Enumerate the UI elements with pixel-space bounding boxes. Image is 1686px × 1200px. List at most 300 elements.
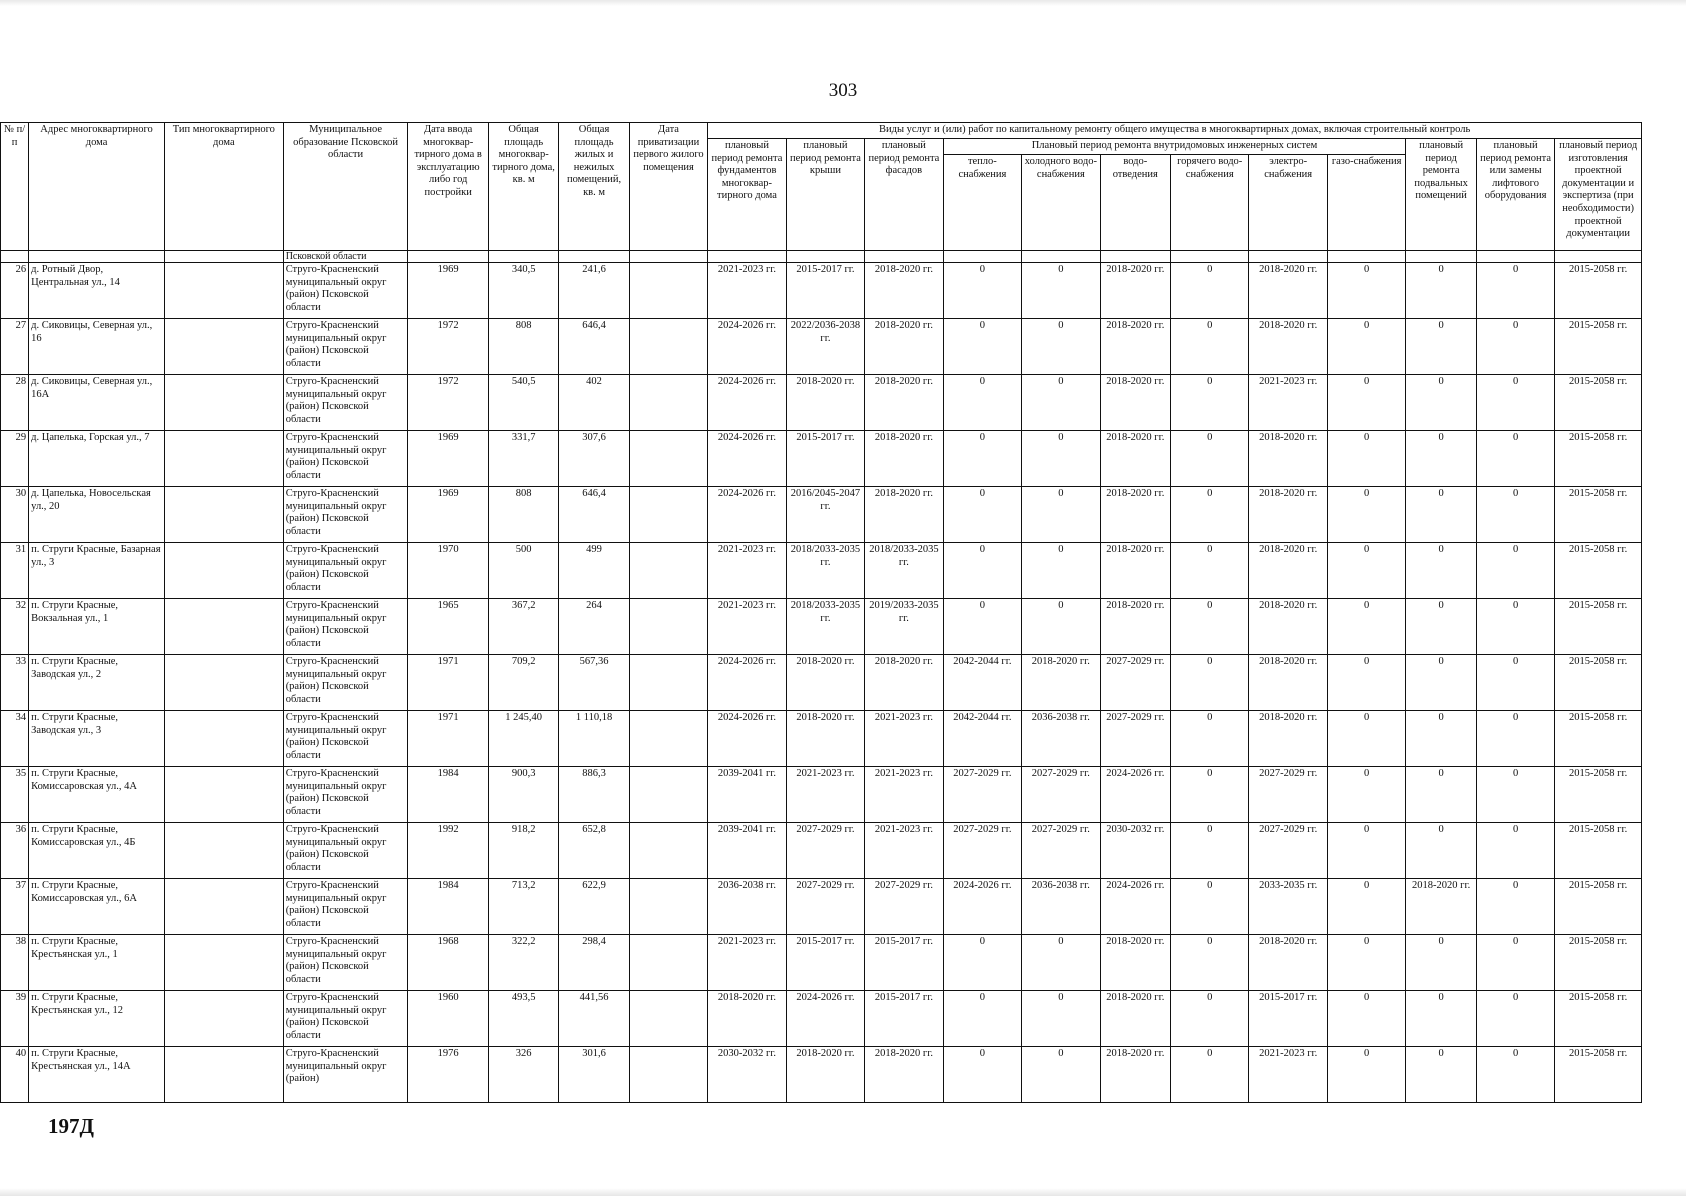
cell-gas: 0	[1327, 319, 1405, 375]
cell-design-docs: 2015-2058 гг.	[1555, 487, 1642, 543]
cell-basement: 0	[1406, 935, 1476, 991]
cell-heating: 0	[943, 599, 1021, 655]
cell-cold-water: 2018-2020 гг.	[1022, 655, 1100, 711]
cell-total-area: 340,5	[488, 263, 558, 319]
cell-type	[164, 655, 283, 711]
table-row	[1, 487, 1642, 543]
table-row	[1, 767, 1642, 823]
header-electricity: электро-снабжения	[1249, 155, 1327, 251]
cell-facade: 2021-2023 гг.	[865, 823, 943, 879]
cell-year: 1984	[408, 767, 488, 823]
table-row	[1, 375, 1642, 431]
cell-roof: 2018-2020 гг.	[786, 375, 864, 431]
cell-municipality: Струго-Красненский муниципальный округ (район) Псковской области	[283, 263, 408, 319]
page-number: 303	[828, 80, 858, 101]
cell-type	[164, 767, 283, 823]
cell-facade: 2018-2020 гг.	[865, 375, 943, 431]
cell-address: д. Цапелька, Новосельская ул., 20	[29, 487, 165, 543]
cell-design-docs: 2015-2058 гг.	[1555, 879, 1642, 935]
cell-privatization	[629, 375, 707, 431]
cell-design-docs: 2015-2058 гг.	[1555, 711, 1642, 767]
cell-total-area: 808	[488, 487, 558, 543]
cell-hot-water: 0	[1171, 431, 1249, 487]
cell-basement: 0	[1406, 1047, 1476, 1103]
cell-address: п. Струги Красные, Крестьянская ул., 14А	[29, 1047, 165, 1103]
cell-foundation: 2021-2023 гг.	[708, 263, 786, 319]
cell-municipality: Струго-Красненский муниципальный округ (район) Псковской области	[283, 767, 408, 823]
cell-basement: 0	[1406, 767, 1476, 823]
cell-foundation: 2030-2032 гг.	[708, 1047, 786, 1103]
cell-total-area: 367,2	[488, 599, 558, 655]
cell-address: п. Струги Красные, Комиссаровская ул., 6А	[29, 879, 165, 935]
cell-living-area: 1 110,18	[559, 711, 629, 767]
header-municipality: Муниципальное образование Псковской области	[283, 123, 408, 251]
cell-roof: 2027-2029 гг.	[786, 823, 864, 879]
capital-repair-table	[0, 122, 1642, 1103]
cell-hot-water: 0	[1171, 823, 1249, 879]
cell-privatization	[629, 711, 707, 767]
header-privatization-date: Дата приватизации первого жилого помещения	[629, 123, 707, 251]
cell-roof: 2018/2033-2035 гг.	[786, 599, 864, 655]
cell-cold-water: 0	[1022, 375, 1100, 431]
cell-elevator: 0	[1476, 655, 1554, 711]
cell-cold-water: 0	[1022, 935, 1100, 991]
table-header	[1, 123, 1642, 251]
cell-address: п. Струги Красные, Заводская ул., 2	[29, 655, 165, 711]
cell-facade: 2018-2020 гг.	[865, 1047, 943, 1103]
cell-living-area: 264	[559, 599, 629, 655]
cell-gas: 0	[1327, 431, 1405, 487]
cell-basement: 0	[1406, 431, 1476, 487]
cell-sewerage: 2024-2026 гг.	[1100, 767, 1170, 823]
cell-num: 31	[1, 543, 29, 599]
cell-year: 1976	[408, 1047, 488, 1103]
cell-living-area: 301,6	[559, 1047, 629, 1103]
table-row	[1, 711, 1642, 767]
cell-basement: 0	[1406, 487, 1476, 543]
cell-type	[164, 375, 283, 431]
cell-type	[164, 1047, 283, 1103]
scan-edge-bottom	[0, 1188, 1686, 1196]
cell-foundation: 2039-2041 гг.	[708, 823, 786, 879]
carryover-row	[1, 251, 1642, 263]
scan-edge-top	[0, 0, 1686, 6]
cell-basement: 0	[1406, 599, 1476, 655]
cell-facade: 2027-2029 гг.	[865, 879, 943, 935]
header-type: Тип многоквартирного дома	[164, 123, 283, 251]
header-design-docs: плановый период изготовления проектной документации и экспертиза (при необходимости) проектной документации	[1555, 139, 1642, 251]
cell-hot-water: 0	[1171, 599, 1249, 655]
cell-roof: 2024-2026 гг.	[786, 991, 864, 1047]
cell-hot-water: 0	[1171, 767, 1249, 823]
cell-sewerage: 2030-2032 гг.	[1100, 823, 1170, 879]
cell-elevator: 0	[1476, 935, 1554, 991]
cell-electricity: 2018-2020 гг.	[1249, 543, 1327, 599]
cell-facade: 2018-2020 гг.	[865, 263, 943, 319]
header-heating: тепло-снабжения	[943, 155, 1021, 251]
table-row	[1, 991, 1642, 1047]
header-elevator: плановый период ремонта или замены лифтового оборудования	[1476, 139, 1554, 251]
cell-electricity: 2018-2020 гг.	[1249, 431, 1327, 487]
cell-privatization	[629, 767, 707, 823]
cell-roof: 2027-2029 гг.	[786, 879, 864, 935]
cell-num: 28	[1, 375, 29, 431]
cell-num: 27	[1, 319, 29, 375]
cell-roof: 2015-2017 гг.	[786, 431, 864, 487]
cell-type	[164, 599, 283, 655]
cell-num: 34	[1, 711, 29, 767]
cell-sewerage: 2018-2020 гг.	[1100, 375, 1170, 431]
cell-living-area: 241,6	[559, 263, 629, 319]
cell-privatization	[629, 823, 707, 879]
cell-gas: 0	[1327, 823, 1405, 879]
cell-year: 1971	[408, 655, 488, 711]
cell-municipality: Струго-Красненский муниципальный округ (район) Псковской области	[283, 487, 408, 543]
cell-gas: 0	[1327, 935, 1405, 991]
cell-cold-water: 0	[1022, 543, 1100, 599]
cell-living-area: 622,9	[559, 879, 629, 935]
table-row	[1, 599, 1642, 655]
cell-roof: 2018/2033-2035 гг.	[786, 543, 864, 599]
cell-electricity: 2018-2020 гг.	[1249, 487, 1327, 543]
cell-type	[164, 879, 283, 935]
cell-basement: 0	[1406, 823, 1476, 879]
cell-electricity: 2018-2020 гг.	[1249, 711, 1327, 767]
cell-roof: 2021-2023 гг.	[786, 767, 864, 823]
cell-heating: 2042-2044 гг.	[943, 655, 1021, 711]
cell-num: 29	[1, 431, 29, 487]
cell-facade: 2018/2033-2035 гг.	[865, 543, 943, 599]
cell-elevator: 0	[1476, 263, 1554, 319]
cell-basement: 0	[1406, 375, 1476, 431]
cell-hot-water: 0	[1171, 543, 1249, 599]
cell-num: 40	[1, 1047, 29, 1103]
cell-hot-water: 0	[1171, 991, 1249, 1047]
cell-type	[164, 991, 283, 1047]
cell-year: 1972	[408, 319, 488, 375]
cell-total-area: 709,2	[488, 655, 558, 711]
cell-privatization	[629, 655, 707, 711]
cell-gas: 0	[1327, 767, 1405, 823]
cell-num: 26	[1, 263, 29, 319]
cell-year: 1972	[408, 375, 488, 431]
cell-living-area: 298,4	[559, 935, 629, 991]
cell-basement: 0	[1406, 655, 1476, 711]
cell-year: 1971	[408, 711, 488, 767]
cell-electricity: 2018-2020 гг.	[1249, 935, 1327, 991]
cell-living-area: 646,4	[559, 487, 629, 543]
cell-type	[164, 319, 283, 375]
cell-type	[164, 935, 283, 991]
header-commission-date: Дата ввода многоквар-тирного дома в эксплуатацию либо год постройки	[408, 123, 488, 251]
cell-design-docs: 2015-2058 гг.	[1555, 767, 1642, 823]
cell-type	[164, 823, 283, 879]
table-row	[1, 823, 1642, 879]
cell-total-area: 500	[488, 543, 558, 599]
cell-privatization	[629, 543, 707, 599]
cell-cold-water: 0	[1022, 1047, 1100, 1103]
cell-roof: 2015-2017 гг.	[786, 935, 864, 991]
cell-facade: 2021-2023 гг.	[865, 767, 943, 823]
cell-year: 1969	[408, 263, 488, 319]
cell-privatization	[629, 319, 707, 375]
cell-elevator: 0	[1476, 767, 1554, 823]
cell-elevator: 0	[1476, 319, 1554, 375]
carryover-cell: Псковской области	[283, 251, 408, 263]
cell-design-docs: 2015-2058 гг.	[1555, 655, 1642, 711]
cell-municipality: Струго-Красненский муниципальный округ (район) Псковской области	[283, 711, 408, 767]
cell-municipality: Струго-Красненский муниципальный округ (район) Псковской области	[283, 319, 408, 375]
header-sewerage: водо-отведения	[1100, 155, 1170, 251]
cell-foundation: 2021-2023 гг.	[708, 543, 786, 599]
table-body	[1, 251, 1642, 1103]
cell-hot-water: 0	[1171, 711, 1249, 767]
cell-cold-water: 0	[1022, 991, 1100, 1047]
cell-year: 1960	[408, 991, 488, 1047]
cell-cold-water: 2027-2029 гг.	[1022, 767, 1100, 823]
cell-privatization	[629, 1047, 707, 1103]
cell-gas: 0	[1327, 991, 1405, 1047]
cell-heating: 0	[943, 1047, 1021, 1103]
cell-elevator: 0	[1476, 991, 1554, 1047]
cell-electricity: 2027-2029 гг.	[1249, 767, 1327, 823]
table-row	[1, 319, 1642, 375]
cell-year: 1969	[408, 431, 488, 487]
cell-sewerage: 2018-2020 гг.	[1100, 487, 1170, 543]
cell-basement: 0	[1406, 263, 1476, 319]
cell-municipality: Струго-Красненский муниципальный округ (район) Псковской области	[283, 879, 408, 935]
cell-municipality: Струго-Красненский муниципальный округ (район) Псковской области	[283, 543, 408, 599]
cell-electricity: 2018-2020 гг.	[1249, 319, 1327, 375]
cell-num: 33	[1, 655, 29, 711]
cell-living-area: 886,3	[559, 767, 629, 823]
table-row	[1, 263, 1642, 319]
cell-hot-water: 0	[1171, 487, 1249, 543]
cell-privatization	[629, 935, 707, 991]
cell-gas: 0	[1327, 487, 1405, 543]
cell-gas: 0	[1327, 655, 1405, 711]
cell-roof: 2016/2045-2047 гг.	[786, 487, 864, 543]
cell-electricity: 2018-2020 гг.	[1249, 655, 1327, 711]
cell-facade: 2018-2020 гг.	[865, 431, 943, 487]
cell-sewerage: 2018-2020 гг.	[1100, 319, 1170, 375]
cell-total-area: 493,5	[488, 991, 558, 1047]
cell-gas: 0	[1327, 599, 1405, 655]
cell-design-docs: 2015-2058 гг.	[1555, 823, 1642, 879]
cell-cold-water: 0	[1022, 263, 1100, 319]
cell-total-area: 918,2	[488, 823, 558, 879]
cell-gas: 0	[1327, 879, 1405, 935]
cell-design-docs: 2015-2058 гг.	[1555, 543, 1642, 599]
cell-electricity: 2018-2020 гг.	[1249, 263, 1327, 319]
cell-type	[164, 263, 283, 319]
cell-roof: 2018-2020 гг.	[786, 655, 864, 711]
cell-sewerage: 2018-2020 гг.	[1100, 991, 1170, 1047]
cell-gas: 0	[1327, 711, 1405, 767]
cell-sewerage: 2027-2029 гг.	[1100, 655, 1170, 711]
cell-elevator: 0	[1476, 599, 1554, 655]
cell-foundation: 2024-2026 гг.	[708, 375, 786, 431]
cell-facade: 2021-2023 гг.	[865, 711, 943, 767]
cell-foundation: 2024-2026 гг.	[708, 431, 786, 487]
cell-foundation: 2024-2026 гг.	[708, 319, 786, 375]
cell-sewerage: 2018-2020 гг.	[1100, 431, 1170, 487]
header-cold-water: холодного водо-снабжения	[1022, 155, 1100, 251]
cell-municipality: Струго-Красненский муниципальный округ (район) Псковской области	[283, 823, 408, 879]
cell-facade: 2019/2033-2035 гг.	[865, 599, 943, 655]
cell-elevator: 0	[1476, 711, 1554, 767]
header-engineering-group: Плановый период ремонта внутридомовых инженерных систем	[943, 139, 1406, 155]
cell-sewerage: 2018-2020 гг.	[1100, 599, 1170, 655]
cell-municipality: Струго-Красненский муниципальный округ (район) Псковской области	[283, 935, 408, 991]
table-row	[1, 1047, 1642, 1103]
cell-heating: 2042-2044 гг.	[943, 711, 1021, 767]
cell-num: 30	[1, 487, 29, 543]
cell-facade: 2018-2020 гг.	[865, 655, 943, 711]
cell-heating: 2027-2029 гг.	[943, 767, 1021, 823]
cell-gas: 0	[1327, 263, 1405, 319]
cell-elevator: 0	[1476, 375, 1554, 431]
cell-living-area: 441,56	[559, 991, 629, 1047]
cell-elevator: 0	[1476, 431, 1554, 487]
cell-heating: 0	[943, 263, 1021, 319]
header-num: № п/п	[1, 123, 29, 251]
cell-living-area: 499	[559, 543, 629, 599]
cell-design-docs: 2015-2058 гг.	[1555, 599, 1642, 655]
cell-gas: 0	[1327, 543, 1405, 599]
cell-privatization	[629, 991, 707, 1047]
cell-design-docs: 2015-2058 гг.	[1555, 935, 1642, 991]
cell-address: д. Сиковицы, Северная ул., 16	[29, 319, 165, 375]
cell-foundation: 2036-2038 гг.	[708, 879, 786, 935]
cell-elevator: 0	[1476, 823, 1554, 879]
header-facade: плановый период ремонта фасадов	[865, 139, 943, 251]
cell-hot-water: 0	[1171, 263, 1249, 319]
header-basement: плановый период ремонта подвальных помещений	[1406, 139, 1476, 251]
cell-municipality: Струго-Красненский муниципальный округ (район) Псковской области	[283, 431, 408, 487]
cell-electricity: 2021-2023 гг.	[1249, 1047, 1327, 1103]
cell-facade: 2015-2017 гг.	[865, 991, 943, 1047]
cell-address: п. Струги Красные, Базарная ул., 3	[29, 543, 165, 599]
cell-year: 1965	[408, 599, 488, 655]
cell-num: 38	[1, 935, 29, 991]
cell-gas: 0	[1327, 375, 1405, 431]
cell-gas: 0	[1327, 1047, 1405, 1103]
cell-sewerage: 2018-2020 гг.	[1100, 263, 1170, 319]
cell-year: 1968	[408, 935, 488, 991]
cell-design-docs: 2015-2058 гг.	[1555, 431, 1642, 487]
cell-basement: 0	[1406, 319, 1476, 375]
cell-foundation: 2021-2023 гг.	[708, 935, 786, 991]
cell-hot-water: 0	[1171, 1047, 1249, 1103]
cell-heating: 0	[943, 487, 1021, 543]
cell-municipality: Струго-Красненский муниципальный округ (район)	[283, 1047, 408, 1103]
cell-heating: 2027-2029 гг.	[943, 823, 1021, 879]
cell-facade: 2015-2017 гг.	[865, 935, 943, 991]
header-gas: газо-снабжения	[1327, 155, 1405, 251]
cell-total-area: 331,7	[488, 431, 558, 487]
cell-cold-water: 0	[1022, 599, 1100, 655]
cell-foundation: 2018-2020 гг.	[708, 991, 786, 1047]
cell-cold-water: 0	[1022, 487, 1100, 543]
cell-address: п. Струги Красные, Крестьянская ул., 12	[29, 991, 165, 1047]
cell-basement: 0	[1406, 991, 1476, 1047]
cell-basement: 2018-2020 гг.	[1406, 879, 1476, 935]
header-living-area: Общая площадь жилых и нежилых помещений, кв. м	[559, 123, 629, 251]
cell-electricity: 2015-2017 гг.	[1249, 991, 1327, 1047]
cell-address: д. Цапелька, Горская ул., 7	[29, 431, 165, 487]
cell-cold-water: 2036-2038 гг.	[1022, 711, 1100, 767]
cell-type	[164, 487, 283, 543]
header-address: Адрес многоквартирного дома	[29, 123, 165, 251]
cell-hot-water: 0	[1171, 879, 1249, 935]
cell-municipality: Струго-Красненский муниципальный округ (район) Псковской области	[283, 599, 408, 655]
cell-living-area: 402	[559, 375, 629, 431]
cell-elevator: 0	[1476, 879, 1554, 935]
cell-cold-water: 2036-2038 гг.	[1022, 879, 1100, 935]
cell-num: 35	[1, 767, 29, 823]
cell-type	[164, 431, 283, 487]
cell-foundation: 2024-2026 гг.	[708, 655, 786, 711]
cell-privatization	[629, 599, 707, 655]
cell-municipality: Струго-Красненский муниципальный округ (район) Псковской области	[283, 655, 408, 711]
cell-foundation: 2024-2026 гг.	[708, 711, 786, 767]
table-row	[1, 431, 1642, 487]
cell-total-area: 326	[488, 1047, 558, 1103]
cell-heating: 0	[943, 431, 1021, 487]
cell-address: д. Ротный Двор, Центральная ул., 14	[29, 263, 165, 319]
cell-hot-water: 0	[1171, 319, 1249, 375]
cell-privatization	[629, 487, 707, 543]
header-hot-water: горячего водо-снабжения	[1171, 155, 1249, 251]
cell-foundation: 2039-2041 гг.	[708, 767, 786, 823]
cell-total-area: 713,2	[488, 879, 558, 935]
cell-year: 1969	[408, 487, 488, 543]
cell-facade: 2018-2020 гг.	[865, 319, 943, 375]
cell-privatization	[629, 879, 707, 935]
cell-elevator: 0	[1476, 1047, 1554, 1103]
cell-electricity: 2027-2029 гг.	[1249, 823, 1327, 879]
table-row	[1, 879, 1642, 935]
cell-roof: 2022/2036-2038 гг.	[786, 319, 864, 375]
cell-design-docs: 2015-2058 гг.	[1555, 319, 1642, 375]
cell-num: 32	[1, 599, 29, 655]
cell-heating: 0	[943, 935, 1021, 991]
cell-year: 1992	[408, 823, 488, 879]
cell-living-area: 646,4	[559, 319, 629, 375]
cell-address: п. Струги Красные, Комиссаровская ул., 4Б	[29, 823, 165, 879]
cell-roof: 2015-2017 гг.	[786, 263, 864, 319]
cell-privatization	[629, 431, 707, 487]
cell-hot-water: 0	[1171, 375, 1249, 431]
cell-address: д. Сиковицы, Северная ул., 16А	[29, 375, 165, 431]
cell-num: 39	[1, 991, 29, 1047]
cell-year: 1984	[408, 879, 488, 935]
table-row	[1, 935, 1642, 991]
cell-cold-water: 2027-2029 гг.	[1022, 823, 1100, 879]
cell-heating: 0	[943, 319, 1021, 375]
cell-foundation: 2021-2023 гг.	[708, 599, 786, 655]
cell-sewerage: 2018-2020 гг.	[1100, 543, 1170, 599]
cell-electricity: 2033-2035 гг.	[1249, 879, 1327, 935]
cell-type	[164, 543, 283, 599]
cell-cold-water: 0	[1022, 319, 1100, 375]
cell-living-area: 652,8	[559, 823, 629, 879]
cell-basement: 0	[1406, 543, 1476, 599]
header-total-area: Общая площадь многоквар-тирного дома, кв. м	[488, 123, 558, 251]
cell-num: 37	[1, 879, 29, 935]
cell-sewerage: 2027-2029 гг.	[1100, 711, 1170, 767]
